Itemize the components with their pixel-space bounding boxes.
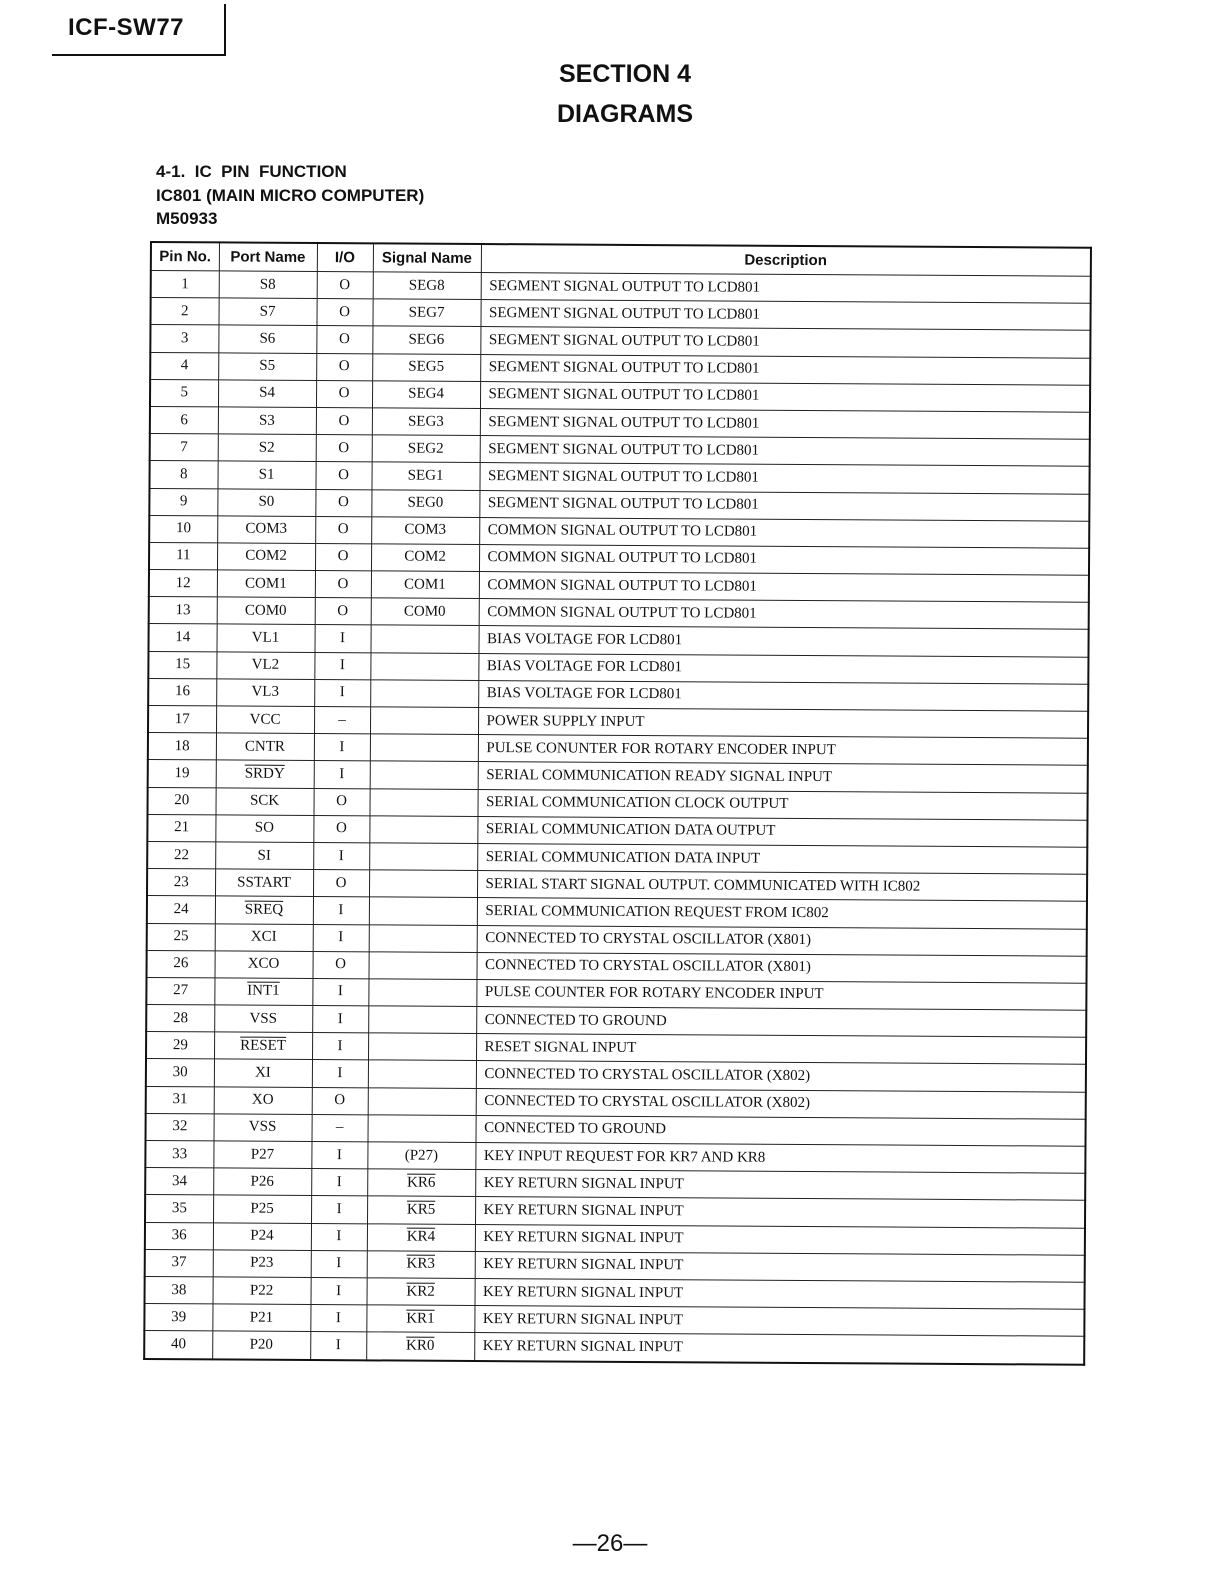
io-cell: I bbox=[310, 1305, 366, 1333]
description-cell: SEGMENT SIGNAL OUTPUT TO LCD801 bbox=[480, 408, 1090, 439]
signal-name-cell bbox=[370, 734, 478, 762]
signal-name-cell bbox=[369, 870, 477, 898]
port-name-cell: P20 bbox=[212, 1331, 310, 1359]
section-number: SECTION 4 bbox=[559, 60, 691, 88]
pin-cell: 17 bbox=[148, 705, 216, 733]
signal-name-cell bbox=[369, 924, 477, 952]
signal-name-cell: SEG1 bbox=[371, 462, 479, 490]
port-name-cell: P21 bbox=[212, 1304, 310, 1332]
pin-cell: 1 bbox=[151, 271, 219, 299]
port-name-cell: P26 bbox=[213, 1168, 311, 1196]
io-cell: I bbox=[311, 1142, 367, 1170]
pin-cell: 4 bbox=[150, 352, 218, 380]
pin-cell: 36 bbox=[145, 1222, 213, 1250]
pin-cell: 29 bbox=[146, 1032, 214, 1060]
signal-name-cell bbox=[370, 761, 478, 789]
pin-cell: 11 bbox=[149, 542, 217, 570]
port-name-cell: XCO bbox=[215, 951, 313, 979]
signal-name-cell bbox=[368, 1006, 476, 1034]
io-cell: I bbox=[312, 978, 368, 1006]
pin-cell: 32 bbox=[146, 1113, 214, 1141]
pin-cell: 24 bbox=[147, 896, 215, 924]
io-cell: I bbox=[314, 761, 370, 789]
port-name-cell: S6 bbox=[218, 325, 316, 353]
description-cell: KEY RETURN SIGNAL INPUT bbox=[475, 1197, 1085, 1228]
pin-cell: 25 bbox=[147, 923, 215, 951]
pin-cell: 28 bbox=[146, 1005, 214, 1033]
description-cell: SERIAL COMMUNICATION CLOCK OUTPUT bbox=[477, 789, 1087, 820]
io-cell: I bbox=[313, 842, 369, 870]
description-cell: SERIAL COMMUNICATION REQUEST FROM IC802 bbox=[477, 898, 1087, 929]
section-title: DIAGRAMS bbox=[556, 100, 694, 128]
signal-name-cell: KR0 bbox=[366, 1332, 474, 1360]
model-label: ICF-SW77 bbox=[68, 14, 185, 41]
description-cell: SEGMENT SIGNAL OUTPUT TO LCD801 bbox=[480, 436, 1090, 467]
io-cell: I bbox=[310, 1332, 366, 1360]
signal-name-cell bbox=[369, 816, 477, 844]
part-number-heading: M50933 bbox=[156, 209, 218, 228]
port-name-cell: S0 bbox=[217, 488, 315, 516]
col-header-pin: Pin No. bbox=[151, 242, 219, 271]
signal-name-cell: SEG8 bbox=[373, 272, 481, 300]
pin-cell: 15 bbox=[148, 651, 216, 679]
port-name-cell: VCC bbox=[216, 706, 314, 734]
signal-name-cell: KR5 bbox=[367, 1196, 475, 1224]
description-cell: SERIAL START SIGNAL OUTPUT. COMMUNICATED WITH IC802 bbox=[477, 871, 1087, 902]
pin-cell: 33 bbox=[145, 1140, 213, 1168]
description-cell: CONNECTED TO CRYSTAL OSCILLATOR (X802) bbox=[476, 1088, 1086, 1119]
signal-name-cell bbox=[368, 1033, 476, 1061]
signal-name-cell bbox=[369, 788, 477, 816]
pin-cell: 39 bbox=[144, 1304, 212, 1332]
description-cell: PULSE COUNTER FOR ROTARY ENCODER INPUT bbox=[476, 979, 1086, 1010]
port-name-cell: S8 bbox=[219, 271, 317, 299]
io-cell: O bbox=[313, 870, 369, 898]
port-name-cell: SO bbox=[215, 815, 313, 843]
description-cell: CONNECTED TO CRYSTAL OSCILLATOR (X801) bbox=[477, 925, 1087, 956]
io-cell: O bbox=[316, 435, 372, 463]
io-cell: I bbox=[312, 1033, 368, 1061]
pin-cell: 27 bbox=[146, 977, 214, 1005]
port-name-cell: SSTART bbox=[215, 869, 313, 897]
subsection-heading: 4-1. IC PIN FUNCTION bbox=[156, 162, 347, 181]
description-cell: BIAS VOLTAGE FOR LCD801 bbox=[478, 626, 1088, 657]
port-name-cell: COM3 bbox=[217, 516, 315, 544]
io-cell: – bbox=[314, 707, 370, 735]
description-cell: CONNECTED TO CRYSTAL OSCILLATOR (X801) bbox=[476, 952, 1086, 983]
pin-cell: 9 bbox=[149, 488, 217, 516]
pin-cell: 19 bbox=[148, 760, 216, 788]
port-name-cell: P27 bbox=[213, 1141, 311, 1169]
description-cell: SEGMENT SIGNAL OUTPUT TO LCD801 bbox=[480, 381, 1090, 412]
port-name-cell: SRDY bbox=[216, 760, 314, 788]
pin-cell: 26 bbox=[147, 950, 215, 978]
signal-name-cell: KR3 bbox=[367, 1251, 475, 1279]
io-cell: I bbox=[314, 652, 370, 680]
signal-name-cell: SEG6 bbox=[372, 326, 480, 354]
port-name-cell: VL2 bbox=[216, 652, 314, 680]
signal-name-cell: SEG2 bbox=[372, 435, 480, 463]
description-cell: SEGMENT SIGNAL OUTPUT TO LCD801 bbox=[479, 490, 1089, 521]
port-name-cell: P22 bbox=[213, 1277, 311, 1305]
io-cell: O bbox=[316, 353, 372, 381]
signal-name-cell: SEG7 bbox=[372, 299, 480, 327]
pin-cell: 20 bbox=[147, 787, 215, 815]
description-cell: KEY RETURN SIGNAL INPUT bbox=[474, 1306, 1084, 1337]
description-cell: RESET SIGNAL INPUT bbox=[476, 1034, 1086, 1065]
pin-cell: 30 bbox=[146, 1059, 214, 1087]
pin-cell: 14 bbox=[148, 624, 216, 652]
description-cell: SERIAL COMMUNICATION DATA OUTPUT bbox=[477, 816, 1087, 847]
port-name-cell: SCK bbox=[215, 787, 313, 815]
io-cell: O bbox=[317, 272, 373, 300]
pin-cell: 22 bbox=[147, 841, 215, 869]
pin-cell: 34 bbox=[145, 1168, 213, 1196]
port-name-cell: SI bbox=[215, 842, 313, 870]
pin-cell: 12 bbox=[149, 570, 217, 598]
io-cell: O bbox=[315, 489, 371, 517]
io-cell: I bbox=[311, 1277, 367, 1305]
pin-cell: 2 bbox=[150, 298, 218, 326]
signal-name-cell bbox=[369, 843, 477, 871]
port-name-cell: P23 bbox=[213, 1250, 311, 1278]
description-cell: POWER SUPPLY INPUT bbox=[478, 708, 1088, 739]
signal-name-cell: KR4 bbox=[367, 1223, 475, 1251]
io-cell: O bbox=[316, 326, 372, 354]
port-name-cell: VL3 bbox=[216, 679, 314, 707]
signal-name-cell bbox=[368, 1087, 476, 1115]
pin-cell: 37 bbox=[145, 1249, 213, 1277]
description-cell: KEY RETURN SIGNAL INPUT bbox=[475, 1224, 1085, 1255]
page-number: —26— bbox=[572, 1530, 648, 1557]
signal-name-cell bbox=[368, 979, 476, 1007]
description-cell: KEY RETURN SIGNAL INPUT bbox=[475, 1278, 1085, 1309]
description-cell: COMMON SIGNAL OUTPUT TO LCD801 bbox=[479, 544, 1089, 575]
port-name-cell: XI bbox=[214, 1059, 312, 1087]
io-cell: O bbox=[316, 299, 372, 327]
port-name-cell: S2 bbox=[218, 434, 316, 462]
col-header-io: I/O bbox=[317, 243, 373, 272]
description-cell: BIAS VOLTAGE FOR LCD801 bbox=[478, 653, 1088, 684]
description-cell: COMMON SIGNAL OUTPUT TO LCD801 bbox=[479, 599, 1089, 630]
port-name-cell: RESET bbox=[214, 1032, 312, 1060]
description-cell: CONNECTED TO CRYSTAL OSCILLATOR (X802) bbox=[476, 1061, 1086, 1092]
pin-cell: 40 bbox=[144, 1331, 212, 1359]
description-cell: COMMON SIGNAL OUTPUT TO LCD801 bbox=[479, 572, 1089, 603]
signal-name-cell: KR2 bbox=[367, 1278, 475, 1306]
io-cell: O bbox=[313, 815, 369, 843]
io-cell: O bbox=[315, 598, 371, 626]
signal-name-cell: (P27) bbox=[367, 1142, 475, 1170]
io-cell: I bbox=[311, 1223, 367, 1251]
pin-cell: 6 bbox=[150, 406, 218, 434]
pin-cell: 21 bbox=[147, 814, 215, 842]
port-name-cell: S1 bbox=[217, 461, 315, 489]
io-cell: O bbox=[316, 407, 372, 435]
description-cell: SEGMENT SIGNAL OUTPUT TO LCD801 bbox=[479, 463, 1089, 494]
signal-name-cell bbox=[368, 1060, 476, 1088]
port-name-cell: CNTR bbox=[216, 733, 314, 761]
description-cell: CONNECTED TO GROUND bbox=[476, 1007, 1086, 1038]
port-name-cell: SREQ bbox=[215, 896, 313, 924]
pin-cell: 7 bbox=[150, 434, 218, 462]
io-cell: I bbox=[314, 625, 370, 653]
ic-name-heading: IC801 (MAIN MICRO COMPUTER) bbox=[156, 186, 425, 205]
port-name-cell: S7 bbox=[218, 298, 316, 326]
pin-cell: 13 bbox=[149, 597, 217, 625]
pin-function-table bbox=[143, 241, 1092, 1365]
signal-name-cell bbox=[370, 625, 478, 653]
port-name-cell: VL1 bbox=[216, 624, 314, 652]
signal-name-cell: COM1 bbox=[371, 571, 479, 599]
description-cell: BIAS VOLTAGE FOR LCD801 bbox=[478, 680, 1088, 711]
signal-name-cell: KR1 bbox=[366, 1305, 474, 1333]
port-name-cell: S5 bbox=[218, 352, 316, 380]
table-row bbox=[144, 1331, 1084, 1364]
signal-name-cell bbox=[370, 707, 478, 735]
port-name-cell: COM0 bbox=[217, 597, 315, 625]
signal-name-cell bbox=[368, 1115, 476, 1143]
pin-cell: 38 bbox=[145, 1276, 213, 1304]
io-cell: O bbox=[316, 380, 372, 408]
io-cell: I bbox=[312, 1006, 368, 1034]
pin-cell: 10 bbox=[149, 515, 217, 543]
col-header-port: Port Name bbox=[219, 242, 317, 271]
pin-cell: 16 bbox=[148, 678, 216, 706]
io-cell: O bbox=[315, 516, 371, 544]
io-cell: I bbox=[311, 1250, 367, 1278]
pin-cell: 5 bbox=[150, 379, 218, 407]
port-name-cell: P25 bbox=[213, 1195, 311, 1223]
io-cell: O bbox=[312, 1087, 368, 1115]
signal-name-cell: COM0 bbox=[371, 598, 479, 626]
table-body bbox=[144, 271, 1091, 1365]
pin-cell: 35 bbox=[145, 1195, 213, 1223]
description-cell: KEY INPUT REQUEST FOR KR7 AND KR8 bbox=[475, 1143, 1085, 1174]
description-cell: PULSE CONUNTER FOR ROTARY ENCODER INPUT bbox=[478, 735, 1088, 766]
io-cell: I bbox=[311, 1169, 367, 1197]
io-cell: O bbox=[312, 951, 368, 979]
signal-name-cell: SEG3 bbox=[372, 408, 480, 436]
col-header-description: Description bbox=[481, 244, 1091, 276]
port-name-cell: XO bbox=[214, 1087, 312, 1115]
signal-name-cell bbox=[369, 897, 477, 925]
io-cell: O bbox=[313, 788, 369, 816]
pin-cell: 3 bbox=[150, 325, 218, 353]
pin-cell: 18 bbox=[148, 733, 216, 761]
description-cell: SERIAL COMMUNICATION READY SIGNAL INPUT bbox=[478, 762, 1088, 793]
io-cell: O bbox=[315, 571, 371, 599]
port-name-cell: S3 bbox=[218, 407, 316, 435]
io-cell: I bbox=[311, 1196, 367, 1224]
port-name-cell: VSS bbox=[214, 1005, 312, 1033]
signal-name-cell bbox=[370, 652, 478, 680]
io-cell: – bbox=[312, 1114, 368, 1142]
port-name-cell: COM1 bbox=[217, 570, 315, 598]
port-name-cell: COM2 bbox=[217, 543, 315, 571]
signal-name-cell: COM3 bbox=[371, 517, 479, 545]
signal-name-cell: COM2 bbox=[371, 544, 479, 572]
signal-name-cell bbox=[368, 952, 476, 980]
signal-name-cell: SEG5 bbox=[372, 353, 480, 381]
io-cell: I bbox=[314, 679, 370, 707]
description-cell: KEY RETURN SIGNAL INPUT bbox=[474, 1333, 1084, 1364]
description-cell: KEY RETURN SIGNAL INPUT bbox=[475, 1251, 1085, 1282]
io-cell: I bbox=[312, 1060, 368, 1088]
port-name-cell: S4 bbox=[218, 380, 316, 408]
port-name-cell: XCI bbox=[215, 923, 313, 951]
description-cell: COMMON SIGNAL OUTPUT TO LCD801 bbox=[479, 517, 1089, 548]
io-cell: I bbox=[313, 897, 369, 925]
signal-name-cell bbox=[370, 680, 478, 708]
port-name-cell: INT1 bbox=[214, 978, 312, 1006]
port-name-cell: VSS bbox=[214, 1114, 312, 1142]
io-cell: I bbox=[314, 734, 370, 762]
description-cell: SEGMENT SIGNAL OUTPUT TO LCD801 bbox=[480, 354, 1090, 385]
pin-cell: 23 bbox=[147, 869, 215, 897]
signal-name-cell: SEG4 bbox=[372, 381, 480, 409]
description-cell: CONNECTED TO GROUND bbox=[475, 1115, 1085, 1146]
pin-cell: 31 bbox=[146, 1086, 214, 1114]
description-cell: SEGMENT SIGNAL OUTPUT TO LCD801 bbox=[481, 273, 1091, 304]
signal-name-cell: KR6 bbox=[367, 1169, 475, 1197]
io-cell: I bbox=[313, 924, 369, 952]
description-cell: SEGMENT SIGNAL OUTPUT TO LCD801 bbox=[480, 300, 1090, 331]
model-box bbox=[52, 4, 226, 56]
io-cell: O bbox=[315, 543, 371, 571]
description-cell: SERIAL COMMUNICATION DATA INPUT bbox=[477, 843, 1087, 874]
description-cell: KEY RETURN SIGNAL INPUT bbox=[475, 1170, 1085, 1201]
io-cell: O bbox=[315, 462, 371, 490]
pin-cell: 8 bbox=[149, 461, 217, 489]
col-header-signal: Signal Name bbox=[373, 243, 481, 272]
description-cell: SEGMENT SIGNAL OUTPUT TO LCD801 bbox=[480, 327, 1090, 358]
signal-name-cell: SEG0 bbox=[371, 489, 479, 517]
port-name-cell: P24 bbox=[213, 1222, 311, 1250]
